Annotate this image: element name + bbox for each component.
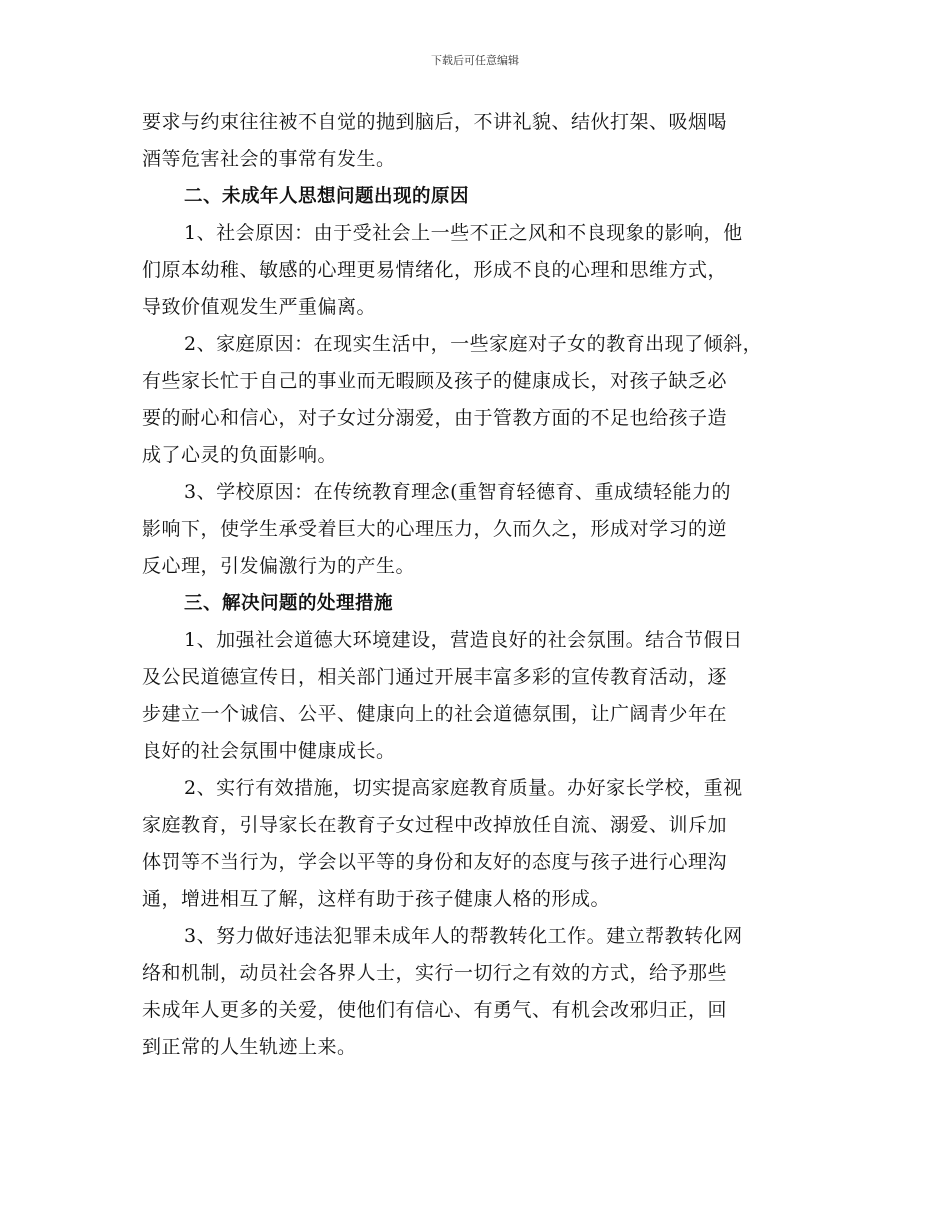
body-line: 良好的社会氛围中健康成长。: [142, 740, 396, 762]
body-line: 体罚等不当行为，学会以平等的身份和友好的态度与孩子进行心理沟: [142, 851, 728, 873]
paragraph-start: 3、学校原因：在传统教育理念(重智育轻德育、重成绩轻能力的: [184, 481, 732, 503]
paragraph-start: 2、实行有效措施，切实提高家庭教育质量。办好家长学校，重视: [184, 777, 743, 799]
body-line: 们原本幼稚、敏感的心理更易情绪化，形成不良的心理和思维方式，: [142, 259, 728, 281]
body-line: 络和机制，动员社会各界人士，实行一切行之有效的方式，给予那些: [142, 962, 728, 984]
paragraph-start: 2、家庭原因：在现实生活中，一些家庭对子女的教育出现了倾斜，: [184, 333, 763, 355]
body-line: 未成年人更多的关爱，使他们有信心、有勇气、有机会改邪归正，回: [142, 999, 728, 1021]
body-line: 有些家长忙于自己的事业而无暇顾及孩子的健康成长，对孩子缺乏必: [142, 370, 728, 392]
body-line: 通，增进相互了解，这样有助于孩子健康人格的形成。: [142, 888, 611, 910]
section-heading-3: 三、解决问题的处理措施: [184, 593, 394, 614]
document-body: [142, 104, 818, 1066]
body-line: 酒等危害社会的事常有发生。: [142, 148, 396, 170]
body-line: 步建立一个诚信、公平、健康向上的社会道德氛围，让广阔青少年在: [142, 703, 728, 725]
page-header: 下载后可任意编辑: [431, 54, 519, 67]
section-heading-2: 二、未成年人思想问题出现的原因: [184, 186, 470, 207]
paragraph-start: 3、努力做好违法犯罪未成年人的帮教转化工作。建立帮教转化网: [184, 925, 743, 947]
body-line: 要求与约束往往被不自觉的抛到脑后，不讲礼貌、结伙打架、吸烟喝: [142, 111, 728, 133]
body-line: 导致价值观发生严重偏离。: [142, 296, 377, 318]
body-line: 到正常的人生轨迹上来。: [142, 1036, 357, 1058]
body-line: 成了心灵的负面影响。: [142, 444, 338, 466]
paragraph-start: 1、加强社会道德大环境建设，营造良好的社会氛围。结合节假日: [184, 629, 743, 651]
body-line: 反心理，引发偏激行为的产生。: [142, 555, 416, 577]
paragraph-start: 1、社会原因：由于受社会上一些不正之风和不良现象的影响，他: [184, 222, 743, 244]
body-line: 家庭教育，引导家长在教育子女过程中改掉放任自流、溺爱、训斥加: [142, 814, 728, 836]
body-line: 及公民道德宣传日，相关部门通过开展丰富多彩的宣传教育活动，逐: [142, 666, 728, 688]
body-line: 要的耐心和信心，对子女过分溺爱，由于管教方面的不足也给孩子造: [142, 407, 728, 429]
body-line: 影响下，使学生承受着巨大的心理压力，久而久之，形成对学习的逆: [142, 518, 728, 540]
